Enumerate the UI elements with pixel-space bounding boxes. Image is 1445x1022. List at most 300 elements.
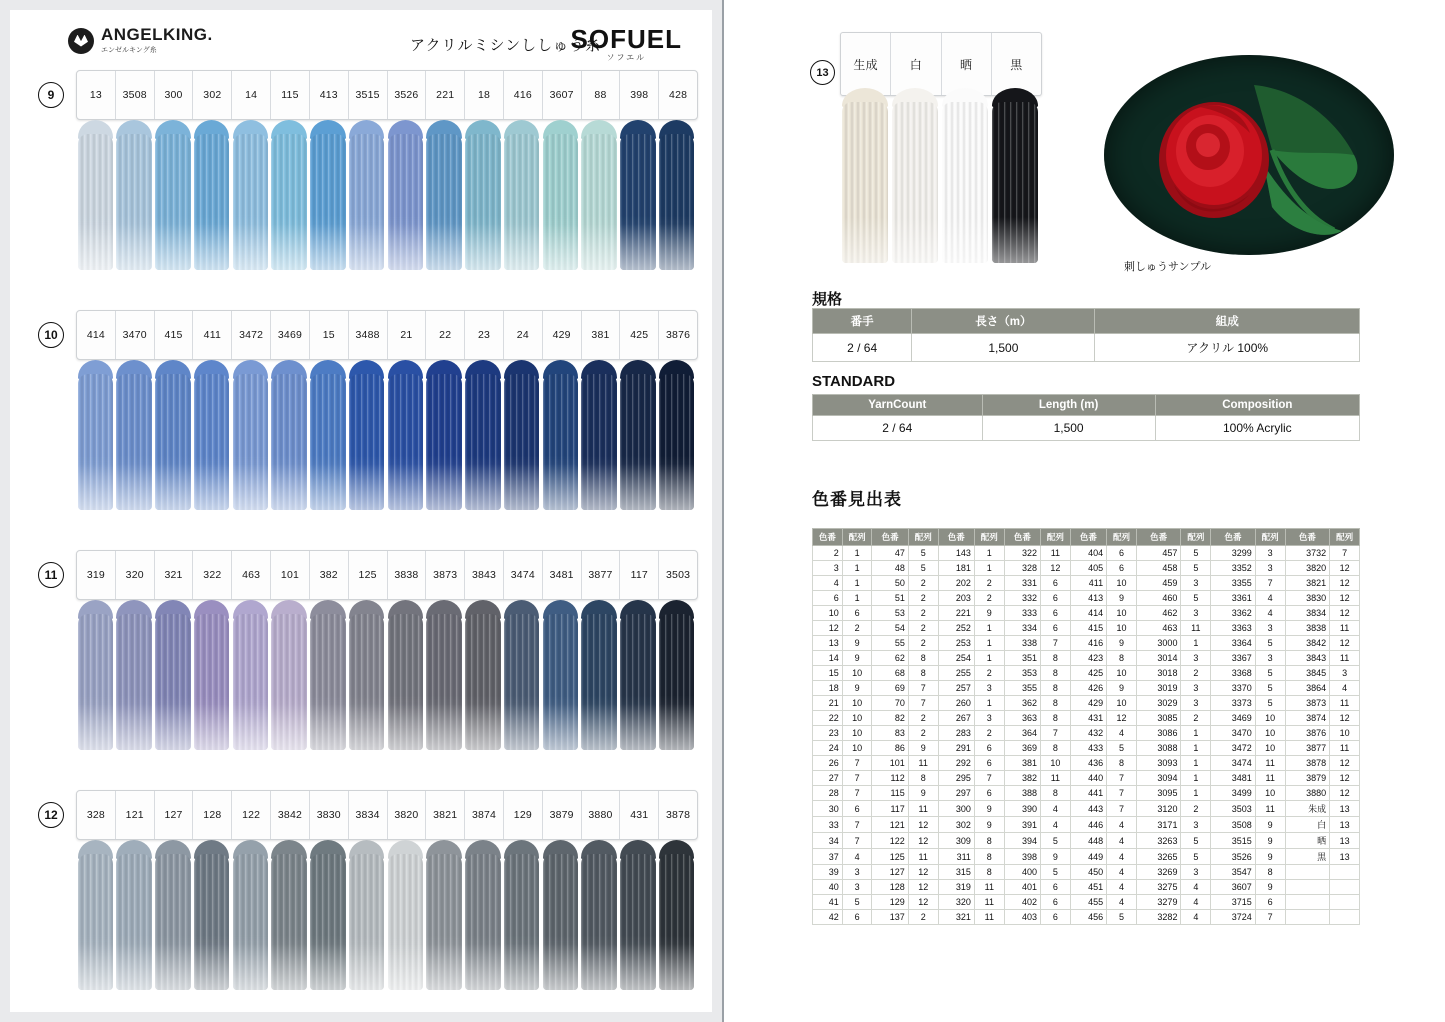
color-code-cell: 22 (426, 311, 465, 359)
left-page (0, 0, 722, 1022)
arrangement-cell: 5 (1041, 865, 1071, 880)
index-title: 色番見出表 (812, 490, 902, 509)
thread-skein (657, 600, 696, 750)
arrangement-cell: 7 (842, 833, 872, 849)
color-number-cell: 51 (872, 591, 908, 606)
arrangement-cell: 11 (1330, 621, 1360, 636)
arrangement-cell: 1 (842, 591, 872, 606)
color-number-cell: 401 (1004, 880, 1040, 895)
thread-skein (464, 120, 503, 270)
thread-skein (231, 600, 270, 750)
index-header-cell: 色番 (938, 529, 974, 546)
arrangement-cell: 11 (1041, 546, 1071, 561)
thread-skein (347, 840, 386, 990)
thread-skein (464, 840, 503, 990)
arrangement-cell: 8 (1041, 786, 1071, 801)
thread-skein (192, 120, 231, 270)
color-number-cell: 127 (872, 865, 908, 880)
arrangement-cell: 4 (1255, 606, 1285, 621)
table-row (813, 865, 1360, 880)
color-number-cell: 10 (813, 606, 843, 621)
thread-skein (270, 840, 309, 990)
color-number-cell: 423 (1070, 651, 1106, 666)
color-number-cell: 3820 (1285, 561, 1330, 576)
color-index-table (812, 528, 1360, 925)
table-row (813, 833, 1360, 849)
arrangement-cell (1330, 865, 1360, 880)
spec-header-cell: Length (m) (982, 395, 1155, 416)
arrangement-cell: 3 (842, 880, 872, 895)
color-number-cell: 3352 (1211, 561, 1256, 576)
color-number-cell: 203 (938, 591, 974, 606)
thread-skein (231, 120, 270, 270)
color-code-cell: 328 (77, 791, 116, 839)
color-number-cell: 24 (813, 741, 843, 756)
spec-jp-table (812, 308, 1360, 362)
table-row (813, 817, 1360, 833)
index-header-cell: 配列 (842, 529, 872, 546)
arrangement-cell: 3 (1181, 817, 1211, 833)
color-number-cell: 53 (872, 606, 908, 621)
arrangement-cell: 6 (1041, 880, 1071, 895)
arrangement-cell: 1 (974, 696, 1004, 711)
color-code-cell: 320 (116, 551, 155, 599)
arrangement-cell: 10 (1107, 696, 1137, 711)
index-header-cell: 色番 (1285, 529, 1330, 546)
color-code-cell: 晒 (942, 33, 992, 95)
color-number-cell: 39 (813, 865, 843, 880)
color-number-cell: 3361 (1211, 591, 1256, 606)
arrangement-cell: 10 (1041, 756, 1071, 771)
color-code-strip (76, 550, 698, 600)
arrangement-cell: 5 (1255, 681, 1285, 696)
color-number-cell: 14 (813, 651, 843, 666)
color-number-cell: 白 (1285, 817, 1330, 833)
thread-skein (619, 360, 658, 510)
color-code-cell: 3878 (666, 809, 691, 821)
color-number-cell: 3370 (1211, 681, 1256, 696)
color-code-cell: 121 (116, 791, 155, 839)
arrangement-cell: 6 (842, 801, 872, 817)
table-row (813, 801, 1360, 817)
color-row (38, 790, 698, 990)
arrangement-cell: 11 (1330, 651, 1360, 666)
arrangement-cell: 12 (1330, 636, 1360, 651)
color-number-cell: 101 (872, 756, 908, 771)
color-code-cell: 88 (582, 71, 621, 119)
color-number-cell: 402 (1004, 895, 1040, 910)
thread-skein (541, 600, 580, 750)
color-number-cell: 3368 (1211, 666, 1256, 681)
arrangement-cell: 1 (1181, 756, 1211, 771)
arrangement-cell: 8 (1041, 741, 1071, 756)
color-row (38, 550, 698, 750)
arrangement-cell: 1 (1181, 636, 1211, 651)
color-number-cell: 15 (813, 666, 843, 681)
arrangement-cell: 7 (1330, 546, 1360, 561)
row-badge: 9 (38, 82, 64, 108)
color-code-cell: 381 (582, 311, 621, 359)
index-header-cell: 色番 (872, 529, 908, 546)
color-number-cell: 431 (1070, 711, 1106, 726)
color-number-cell: 34 (813, 833, 843, 849)
arrangement-cell: 5 (842, 895, 872, 910)
arrangement-cell: 7 (842, 817, 872, 833)
color-number-cell: 黒 (1285, 849, 1330, 865)
arrangement-cell: 4 (1041, 817, 1071, 833)
color-number-cell: 254 (938, 651, 974, 666)
color-number-cell: 181 (938, 561, 974, 576)
color-number-cell: 292 (938, 756, 974, 771)
arrangement-cell: 13 (1330, 833, 1360, 849)
embroidery-sample-image (1104, 55, 1394, 255)
color-number-cell: 69 (872, 681, 908, 696)
color-number-cell: 411 (1070, 576, 1106, 591)
thread-skein-strip (76, 360, 696, 510)
color-number-cell: 449 (1070, 849, 1106, 865)
color-number-cell: 50 (872, 576, 908, 591)
arrangement-cell (1330, 910, 1360, 925)
color-number-cell: 362 (1004, 696, 1040, 711)
arrangement-cell: 3 (1181, 696, 1211, 711)
color-number-cell: 3879 (1285, 771, 1330, 786)
arrangement-cell: 3 (1181, 681, 1211, 696)
color-number-cell: 82 (872, 711, 908, 726)
color-number-cell: 3481 (1211, 771, 1256, 786)
color-number-cell: 463 (1136, 621, 1181, 636)
arrangement-cell: 3 (1181, 865, 1211, 880)
color-number-cell: 6 (813, 591, 843, 606)
thread-skein (425, 600, 464, 750)
color-number-cell: 129 (872, 895, 908, 910)
table-row (813, 681, 1360, 696)
color-number-cell: 12 (813, 621, 843, 636)
arrangement-cell: 5 (1107, 910, 1137, 925)
color-number-cell: 311 (938, 849, 974, 865)
color-number-cell (1285, 865, 1330, 880)
color-number-cell: 33 (813, 817, 843, 833)
spec-en-title: STANDARD (812, 373, 896, 390)
spec-value-cell: 2 / 64 (813, 416, 983, 441)
color-number-cell: 48 (872, 561, 908, 576)
arrangement-cell: 3 (974, 711, 1004, 726)
color-number-cell: 37 (813, 849, 843, 865)
arrangement-cell: 10 (842, 726, 872, 741)
arrangement-cell: 11 (1330, 696, 1360, 711)
arrangement-cell: 4 (1107, 865, 1137, 880)
color-number-cell: 297 (938, 786, 974, 801)
arrangement-cell: 5 (1041, 833, 1071, 849)
table-row (813, 416, 1360, 441)
arrangement-cell: 7 (1107, 771, 1137, 786)
color-code-cell: 3515 (349, 71, 388, 119)
thread-skein (580, 120, 619, 270)
arrangement-cell: 7 (1255, 576, 1285, 591)
arrangement-cell: 12 (1041, 561, 1071, 576)
color-number-cell: 413 (1070, 591, 1106, 606)
arrangement-cell: 10 (1107, 576, 1137, 591)
arrangement-cell: 3 (1255, 561, 1285, 576)
color-number-cell: 3362 (1211, 606, 1256, 621)
spec-header-cell: 組成 (1095, 309, 1360, 334)
color-code-cell: 115 (271, 71, 310, 119)
thread-skein (541, 360, 580, 510)
thread-skein (386, 360, 425, 510)
arrangement-cell: 10 (1255, 711, 1285, 726)
arrangement-cell: 9 (842, 651, 872, 666)
color-code-cell: 127 (155, 791, 194, 839)
arrangement-cell: 9 (1107, 636, 1137, 651)
color-number-cell: 391 (1004, 817, 1040, 833)
arrangement-cell (1330, 880, 1360, 895)
table-row (813, 910, 1360, 925)
color-number-cell: 40 (813, 880, 843, 895)
arrangement-cell: 10 (1107, 606, 1137, 621)
arrangement-cell: 1 (842, 561, 872, 576)
color-code-cell: 3821 (426, 791, 465, 839)
color-code-cell: 129 (504, 791, 543, 839)
arrangement-cell: 1 (1181, 726, 1211, 741)
color-number-cell: 332 (1004, 591, 1040, 606)
arrangement-cell: 10 (1255, 786, 1285, 801)
color-code-cell: 3874 (465, 791, 504, 839)
arrangement-cell: 4 (1181, 895, 1211, 910)
color-number-cell: 300 (938, 801, 974, 817)
color-code-cell: 101 (271, 551, 310, 599)
arrangement-cell: 9 (1255, 849, 1285, 865)
arrangement-cell: 10 (842, 711, 872, 726)
color-number-cell: 451 (1070, 880, 1106, 895)
thread-skein (270, 600, 309, 750)
color-number-cell (1285, 895, 1330, 910)
color-code-cell: 15 (310, 311, 349, 359)
arrangement-cell: 7 (1041, 726, 1071, 741)
table-row (813, 696, 1360, 711)
color-code-cell: 3830 (310, 791, 349, 839)
thread-skein (192, 360, 231, 510)
color-number-cell: 3877 (1285, 741, 1330, 756)
thread-skein (154, 600, 193, 750)
arrangement-cell: 1 (974, 561, 1004, 576)
thread-skein (115, 840, 154, 990)
color-code-cell: 3469 (271, 311, 310, 359)
arrangement-cell: 9 (908, 741, 938, 756)
arrangement-cell: 3 (974, 681, 1004, 696)
table-row (813, 636, 1360, 651)
table-row (813, 726, 1360, 741)
arrangement-cell: 5 (1181, 833, 1211, 849)
arrangement-cell: 3 (1255, 651, 1285, 666)
color-number-cell: 3472 (1211, 741, 1256, 756)
arrangement-cell: 12 (1330, 561, 1360, 576)
color-number-cell: 55 (872, 636, 908, 651)
color-code-cell: 125 (349, 551, 388, 599)
color-code-cell: 3472 (232, 311, 271, 359)
color-code-cell: 3503 (666, 569, 691, 581)
color-code-strip (76, 70, 698, 120)
color-number-cell: 458 (1136, 561, 1181, 576)
table-row (813, 741, 1360, 756)
color-number-cell: 382 (1004, 771, 1040, 786)
color-code-cell: 3879 (543, 791, 582, 839)
arrangement-cell: 10 (1107, 621, 1137, 636)
arrangement-cell: 7 (842, 786, 872, 801)
spec-value-cell: 1,500 (982, 416, 1155, 441)
row-13-codes (840, 32, 1042, 96)
table-row (813, 651, 1360, 666)
color-number-cell: 338 (1004, 636, 1040, 651)
color-number-cell: 22 (813, 711, 843, 726)
arrangement-cell: 11 (1041, 771, 1071, 786)
color-number-cell: 3515 (1211, 833, 1256, 849)
thread-skein (580, 840, 619, 990)
thread-skein (580, 360, 619, 510)
color-code-cell: 3488 (349, 311, 388, 359)
arrangement-cell: 12 (1330, 606, 1360, 621)
arrangement-cell: 11 (908, 801, 938, 817)
arrangement-cell: 5 (1181, 546, 1211, 561)
arrangement-cell: 8 (1107, 651, 1137, 666)
arrangement-cell: 10 (1330, 726, 1360, 741)
color-number-cell: 3275 (1136, 880, 1181, 895)
spec-header-cell: 番手 (813, 309, 912, 334)
arrangement-cell: 2 (908, 726, 938, 741)
thread-skein (940, 88, 990, 263)
color-number-cell: 3874 (1285, 711, 1330, 726)
arrangement-cell: 12 (1330, 756, 1360, 771)
color-code-cell: 3470 (116, 311, 155, 359)
color-number-cell: 446 (1070, 817, 1106, 833)
arrangement-cell: 7 (974, 771, 1004, 786)
arrangement-cell: 12 (1330, 591, 1360, 606)
color-number-cell: 3873 (1285, 696, 1330, 711)
color-code-cell: 382 (310, 551, 349, 599)
color-code-cell: 431 (620, 791, 659, 839)
color-code-cell: 3877 (582, 551, 621, 599)
color-number-cell: 381 (1004, 756, 1040, 771)
color-number-cell: 3607 (1211, 880, 1256, 895)
color-number-cell: 3547 (1211, 865, 1256, 880)
arrangement-cell: 5 (1181, 591, 1211, 606)
thread-skein (76, 840, 115, 990)
color-code-cell: 23 (465, 311, 504, 359)
color-number-cell: 3876 (1285, 726, 1330, 741)
arrangement-cell: 13 (1330, 849, 1360, 865)
arrangement-cell: 2 (908, 711, 938, 726)
brand-logo (68, 26, 213, 55)
index-header-cell: 色番 (813, 529, 843, 546)
color-number-cell: 3095 (1136, 786, 1181, 801)
color-code-cell: 3508 (116, 71, 155, 119)
color-number-cell (1285, 910, 1330, 925)
table-row (813, 666, 1360, 681)
arrangement-cell: 2 (974, 576, 1004, 591)
thread-skein (502, 360, 541, 510)
color-code-cell: 3838 (388, 551, 427, 599)
color-number-cell: 3085 (1136, 711, 1181, 726)
color-code-cell: 413 (310, 71, 349, 119)
arrangement-cell: 9 (974, 801, 1004, 817)
angel-icon (68, 28, 94, 54)
color-number-cell: 432 (1070, 726, 1106, 741)
color-number-cell: 3093 (1136, 756, 1181, 771)
color-code-cell: 416 (504, 71, 543, 119)
thread-skein (619, 120, 658, 270)
arrangement-cell: 8 (974, 849, 1004, 865)
color-number-cell: 295 (938, 771, 974, 786)
color-number-cell: 86 (872, 741, 908, 756)
color-number-cell: 3018 (1136, 666, 1181, 681)
color-code-cell: 3842 (271, 791, 310, 839)
color-number-cell: 28 (813, 786, 843, 801)
arrangement-cell: 12 (908, 895, 938, 910)
thread-skein (657, 120, 696, 270)
color-number-cell: 221 (938, 606, 974, 621)
color-code-cell: 14 (232, 71, 271, 119)
table-row (813, 895, 1360, 910)
arrangement-cell: 11 (908, 849, 938, 865)
thread-skein (347, 600, 386, 750)
color-number-cell: 3014 (1136, 651, 1181, 666)
arrangement-cell: 9 (1107, 591, 1137, 606)
row-badge: 10 (38, 322, 64, 348)
thread-skein (580, 600, 619, 750)
spec-value-cell: 2 / 64 (813, 334, 912, 362)
arrangement-cell: 8 (974, 833, 1004, 849)
arrangement-cell: 1 (842, 576, 872, 591)
color-number-cell: 83 (872, 726, 908, 741)
color-number-cell: 3834 (1285, 606, 1330, 621)
color-number-cell: 283 (938, 726, 974, 741)
thread-skein (154, 120, 193, 270)
color-number-cell: 115 (872, 786, 908, 801)
right-page (722, 0, 1445, 1022)
color-code-cell: 398 (620, 71, 659, 119)
thread-skein (76, 600, 115, 750)
color-number-cell: 3845 (1285, 666, 1330, 681)
thread-skein (657, 360, 696, 510)
color-number-cell: 388 (1004, 786, 1040, 801)
arrangement-cell: 2 (974, 666, 1004, 681)
index-header-cell: 色番 (1211, 529, 1256, 546)
thread-skein (502, 840, 541, 990)
color-number-cell (1285, 880, 1330, 895)
row-badge: 12 (38, 802, 64, 828)
index-header-cell: 配列 (1041, 529, 1071, 546)
spec-value-cell: アクリル 100% (1095, 334, 1360, 362)
arrangement-cell: 1 (974, 651, 1004, 666)
color-number-cell: 450 (1070, 865, 1106, 880)
color-number-cell: 3499 (1211, 786, 1256, 801)
thread-skein (890, 88, 940, 263)
thread-skein (309, 840, 348, 990)
arrangement-cell: 4 (1107, 895, 1137, 910)
embroidery-caption: 刺しゅうサンプル (1124, 261, 1212, 273)
color-number-cell: 267 (938, 711, 974, 726)
color-number-cell: 3732 (1285, 546, 1330, 561)
color-number-cell: 315 (938, 865, 974, 880)
color-code-cell: 414 (77, 311, 116, 359)
arrangement-cell (1330, 895, 1360, 910)
arrangement-cell: 7 (1107, 786, 1137, 801)
color-number-cell: 363 (1004, 711, 1040, 726)
thread-skein (464, 360, 503, 510)
arrangement-cell: 6 (974, 756, 1004, 771)
color-number-cell: 443 (1070, 801, 1106, 817)
color-number-cell: 462 (1136, 606, 1181, 621)
color-number-cell: 433 (1070, 741, 1106, 756)
color-number-cell: 23 (813, 726, 843, 741)
